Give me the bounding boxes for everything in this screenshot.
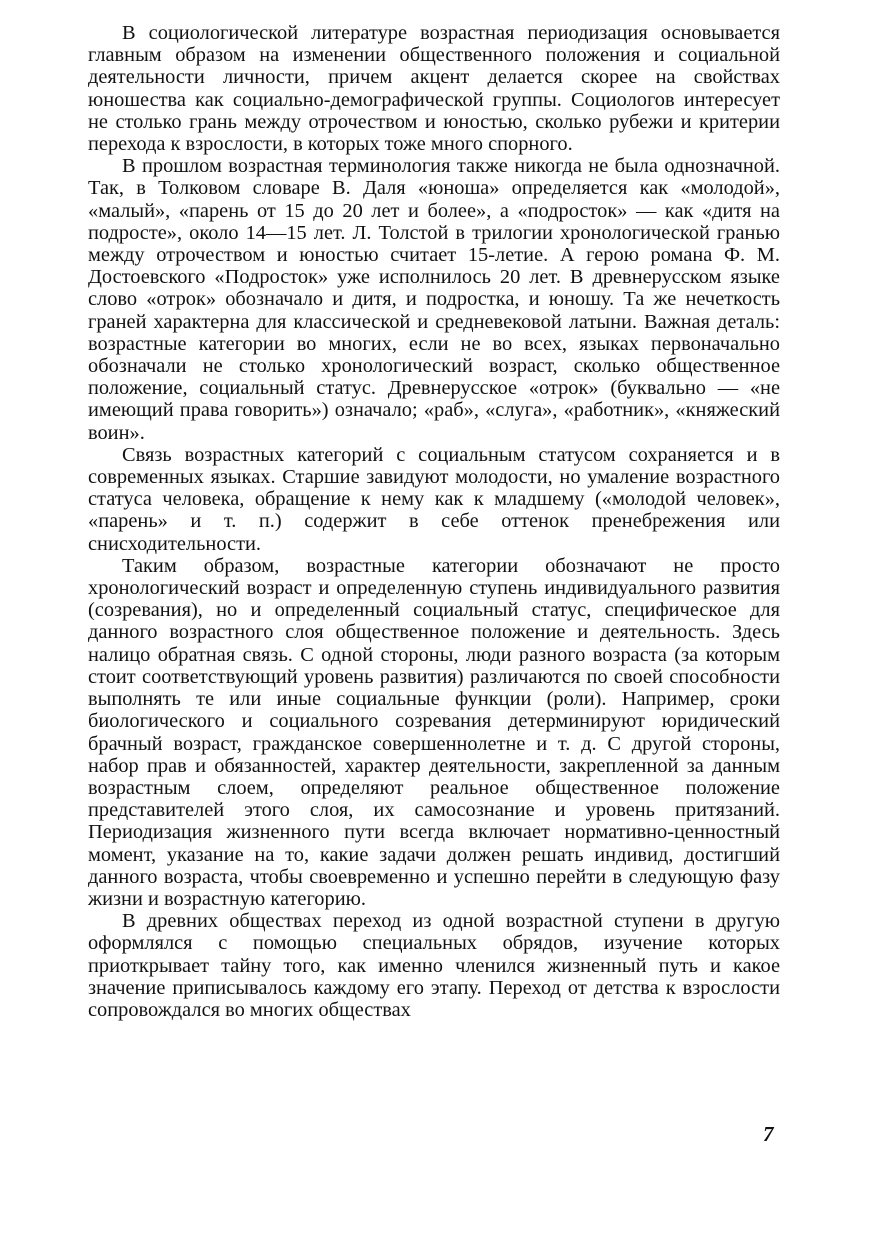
page-number: 7: [763, 1122, 774, 1146]
paragraph-social-status: Связь возрастных категорий с социальным статусом сохраняется и в современных языках. Старшие завидуют молодости, но умаление возрастного статуса человека, обращение к нему как к младшему («молодой человек», «парень» и т. п.) содержит в себе оттенок пренебрежения или снисходительности.: [88, 443, 780, 555]
paragraph-ancient-societies: В древних обществах переход из одной возрастной ступени в другую оформлялся с помощью специальных обрядов, изучение которых приоткрывает тайну того, как именно членился жизненный путь и какое значение приписывалось каждому его этапу. Переход от детства к взрослости сопровождался во многих обществах: [88, 910, 780, 1021]
page-body: [88, 22, 780, 1021]
paragraph-age-categories: Таким образом, возрастные категории обозначают не просто хронологический возраст и определенную ступень индивидуального развития (созревания), но и определенный социальный статус, специфическое для данного возрастного слоя общественное положение и деятельность. Здесь налицо обратная связь. С одной стороны, люди разного возраста (за которым стоит соответствующий уровень развития) различаются по своей способности выполнять те или иные социальные функции (роли). Например, сроки биологического и социального созревания детерминируют юридический брачный возраст, гражданское совершеннолетне и т. д. С другой стороны, набор прав и обязанностей, характер деятельности, закрепленной за данным возрастным слоем, определяют реальное общественное положение представителей этого слоя, их самосознание и уровень притязаний. Периодизация жизненного пути всегда включает нормативно-ценностный момент, указание на то, какие задачи должен решать индивид, достигший данного возраста, чтобы своевременно и успешно перейти в следующую фазу жизни и возрастную категорию.: [88, 554, 780, 910]
paragraph-age-terminology: В прошлом возрастная терминология также никогда не была однозначной. Так, в Толковом словаре В. Даля «юноша» определяется как «молодой», «малый», «парень от 15 до 20 лет и более», а «подросток» — как «дитя на подросте», около 14—15 лет. Л. Толстой в трилогии хронологической гранью между отрочеством и юностью считает 15-летие. А герою романа Ф. М. Достоевского «Подросток» уже исполнилось 20 лет. В древнерусском языке слово «отрок» обозначало и дитя, и подростка, и юношу. Та же нечеткость граней характерна для классической и средневековой латыни. Важная деталь: возрастные категории во многих, если не во всех, языках первоначально обозначали не столько хронологический возраст, сколько общественное положение, социальный статус. Древнерусское «отрок» (буквально — «не имеющий права говорить») означало; «раб», «слуга», «работник», «княжеский воин».: [88, 155, 780, 444]
paragraph-sociological-periodization: В социологической литературе возрастная периодизация основывается главным образом на изменении общественного положения и социальной деятельности личности, причем акцент делается скорее на свойствах юношества как социально-демографической группы. Социологов интересует не столько грань между отрочеством и юностью, сколько рубежи и критерии перехода к взрослости, в которых тоже много спорного.: [88, 22, 780, 156]
